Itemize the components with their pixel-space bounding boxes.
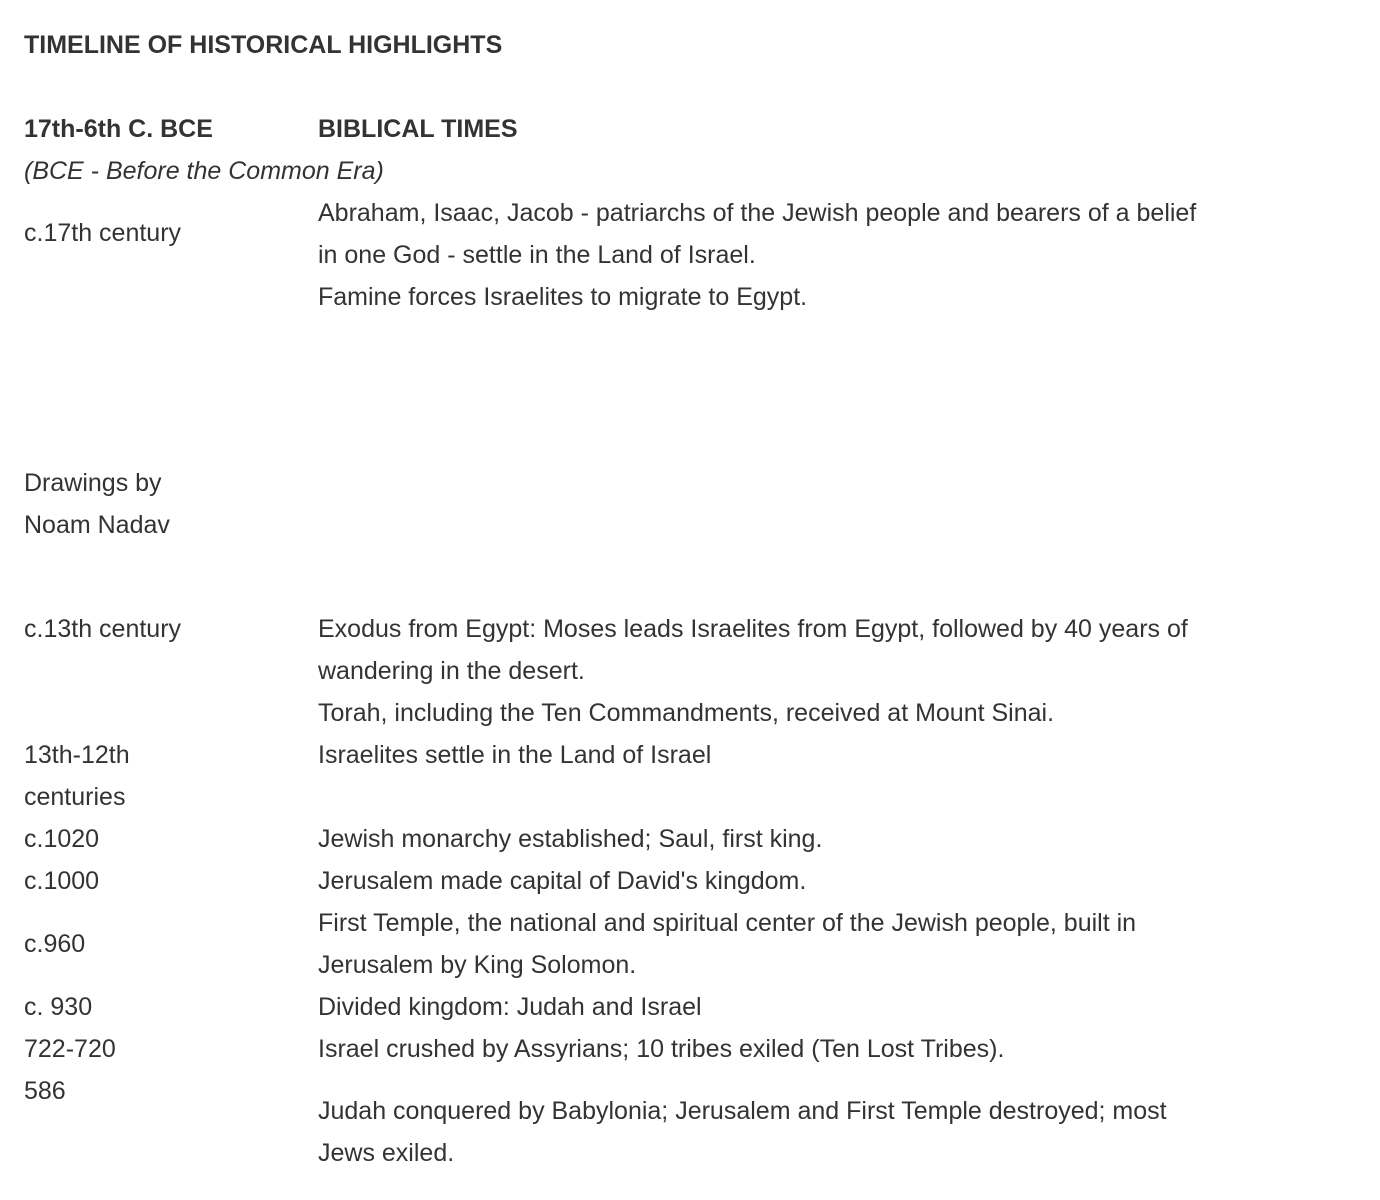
period-name: BIBLICAL TIMES xyxy=(318,115,518,143)
entry-text-line: Exodus from Egypt: Moses leads Israelites from Egypt, followed by 40 years of xyxy=(318,615,1188,643)
entry-text-line: Torah, including the Ten Commandments, received at Mount Sinai. xyxy=(318,699,1055,727)
entry-date: c. 930 xyxy=(24,993,93,1021)
entry-date: c.1020 xyxy=(24,825,100,853)
entry-date: c.17th century xyxy=(24,219,182,247)
entry-text-line: Divided kingdom: Judah and Israel xyxy=(318,993,702,1021)
entry-text-line: Jews exiled. xyxy=(318,1139,455,1167)
entry-text-line: Jewish monarchy established; Saul, first king. xyxy=(318,825,823,853)
drawing-credit-line1: Drawings by xyxy=(24,469,162,497)
entry-text-line: First Temple, the national and spiritual center of the Jewish people, built in xyxy=(318,909,1137,937)
entry-date: c.13th century xyxy=(24,615,182,643)
entry-text-line: Jerusalem by King Solomon. xyxy=(318,951,637,979)
entry-date: c.1000 xyxy=(24,867,100,895)
entry-text-line: in one God - settle in the Land of Israel. xyxy=(318,241,756,269)
drawing-credit-line2: Noam Nadav xyxy=(24,511,170,539)
entry-text-line: Judah conquered by Babylonia; Jerusalem and First Temple destroyed; most xyxy=(318,1097,1167,1125)
entry-date: 13th-12th xyxy=(24,741,130,769)
entry-text-line: Famine forces Israelites to migrate to Egypt. xyxy=(318,283,808,311)
entry-text-line: Israelites settle in the Land of Israel xyxy=(318,741,712,769)
entry-text-line: wandering in the desert. xyxy=(318,657,585,685)
entry-text-line: Jerusalem made capital of David's kingdom. xyxy=(318,867,807,895)
entry-date: c.960 xyxy=(24,930,86,958)
entry-text-line: Abraham, Isaac, Jacob - patriarchs of the Jewish people and bearers of a belief xyxy=(318,199,1197,227)
entry-date: centuries xyxy=(24,783,126,811)
entry-date: 586 xyxy=(24,1077,66,1105)
period-range: 17th-6th C. BCE xyxy=(24,115,213,143)
period-note: (BCE - Before the Common Era) xyxy=(24,157,384,185)
page-title: TIMELINE OF HISTORICAL HIGHLIGHTS xyxy=(24,31,503,59)
entry-text-line: Israel crushed by Assyrians; 10 tribes exiled (Ten Lost Tribes). xyxy=(318,1035,1005,1063)
entry-date: 722-720 xyxy=(24,1035,116,1063)
